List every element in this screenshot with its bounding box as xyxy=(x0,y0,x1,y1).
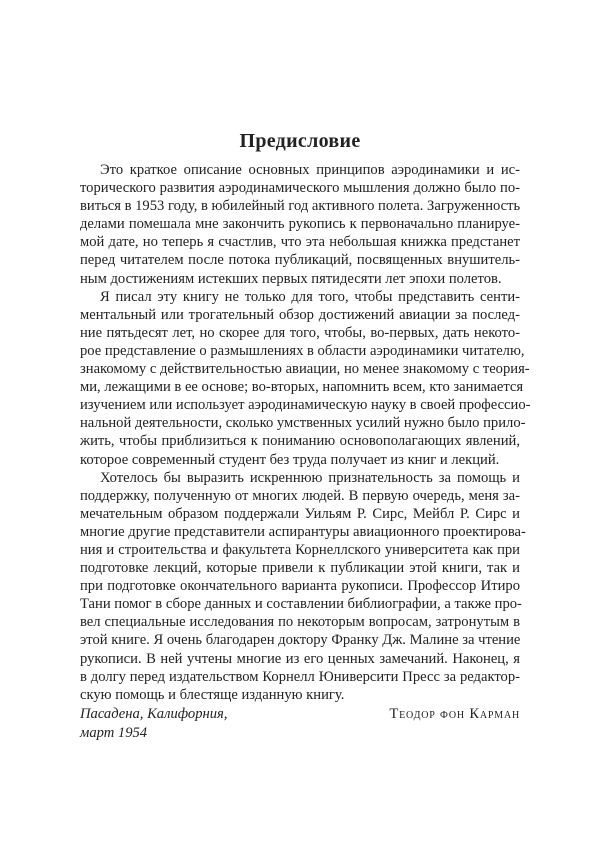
text-line: которое современный студент без труда получает из книг и лекций. xyxy=(80,451,500,468)
text-line: в долгу перед издательством Корнелл Юниверсити Пресс за редактор- xyxy=(80,668,520,685)
page-title: Предисловие xyxy=(239,130,361,152)
text-line: поддержку, полученную от многих людей. В первую очередь, меня за- xyxy=(80,487,520,504)
text-line: ние пятьдесят лет, но скорее для того, чтобы, во-первых, дать некото- xyxy=(80,324,520,341)
text-line: ным достижениям истекших первых пятидесяти лет эпохи полетов. xyxy=(80,270,502,287)
text-line: делами помешала мне закончить рукопись к первоначально планируе- xyxy=(80,216,520,233)
text-line: Это краткое описание основных принципов аэродинамики и ис- xyxy=(100,162,520,178)
text-line: ми, лежащими в ее основе; во-вторых, напомнить всем, кто занимается xyxy=(80,379,524,396)
paragraph xyxy=(80,288,531,469)
text-line: знакомому с действительностью авиации, но менее знакомому с теория- xyxy=(80,361,530,378)
text-line: подготовке лекций, которые привели к публикации этой книги, так и xyxy=(80,560,520,577)
preface-body xyxy=(80,161,531,704)
signature-author: Теодор фон Карман xyxy=(389,706,520,722)
text-line: изучением или использует аэродинамическую науку в своей профессио- xyxy=(80,397,531,414)
text-line: Хотелось бы выразить искреннюю признательность за помощь и xyxy=(100,469,520,486)
signature-block xyxy=(80,705,520,743)
text-line: ментальный или трогательный обзор достижений авиации за послед- xyxy=(80,306,520,323)
text-line: нальной деятельности, сколько умственных усилий нужно было прило- xyxy=(80,415,526,432)
signature-place: Пасадена, Калифорния, xyxy=(80,706,228,722)
text-line: виться в 1953 году, в юбилейный год активного полета. Загруженность xyxy=(80,198,521,215)
text-line: рое представление о размышлениях в области аэродинамики читателю, xyxy=(80,342,525,359)
text-line: при подготовке окончательного варианта рукописи. Профессор Итиро xyxy=(80,578,520,595)
text-line: мечательным образом поддержали Уильям Р. Сирс, Мейбл Р. Сирс и xyxy=(80,505,520,522)
text-line: Я писал эту книгу не только для того, чтобы представить сенти- xyxy=(100,288,520,305)
text-line: рукописи. В ней учтены многие из его ценных замечаний. Наконец, я xyxy=(80,650,520,667)
text-line: торического развития аэродинамического мышления должно было по- xyxy=(80,180,520,197)
paragraph xyxy=(80,161,520,288)
text-line: мой дате, но теперь я счастлив, что эта небольшая книжка предстанет xyxy=(80,234,520,251)
text-line: многие другие представители аспирантуры авиационного проектирова- xyxy=(80,523,526,540)
text-line: Тани помог в сборе данных и составлении библиографии, а также про- xyxy=(80,596,522,613)
text-line: ния и строительства и факультета Корнеллского университета как при xyxy=(80,541,520,558)
text-line: скую помощь и блестяще изданную книгу. xyxy=(80,686,345,703)
text-line: жить, чтобы приблизиться к пониманию основополагающих явлений, xyxy=(80,433,520,450)
text-line: вел специальные исследования по некоторым вопросам, затронутым в xyxy=(80,614,520,631)
text-line: этой книге. Я очень благодарен доктору Франку Дж. Малине за чтение xyxy=(80,632,521,649)
paragraph xyxy=(80,469,526,704)
text-line: перед читателем после потока публикаций, посвященных внушитель- xyxy=(80,252,520,269)
signature-date: март 1954 xyxy=(80,725,148,741)
